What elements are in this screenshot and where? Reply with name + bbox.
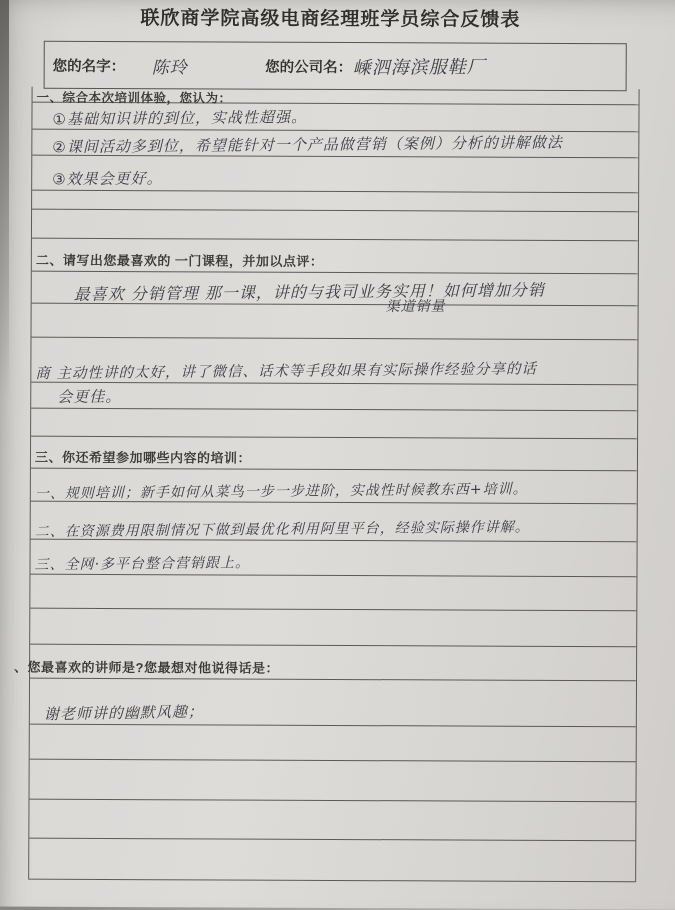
company-value-handwriting: 嵊泗海滨服鞋厂: [352, 56, 486, 79]
company-label: 您的公司名：: [265, 59, 353, 76]
section4-heading: 、您最喜欢的讲师是?您最想对他说得话是：: [14, 659, 280, 676]
section1-heading: 一、综合本次培训体验，您认为：: [36, 90, 232, 106]
section3-answer-row: [31, 469, 637, 505]
section2-answer-row: [32, 298, 638, 341]
form-title: 联欣商学院高级电商经理班学员综合反馈表: [140, 8, 521, 31]
blank-rule-row: [29, 839, 635, 883]
section3-answer-row: [31, 502, 637, 543]
section1-line2-handwriting: ②课间活动多到位，希望能针对一个产品做营销（案例）分析的讲解做法: [52, 133, 563, 156]
blank-rule-row: [29, 760, 635, 803]
section3-line1-handwriting: 一、规则培训；新手如何从菜鸟一步一步进阶，实战性时候教东西+培训。: [34, 481, 528, 503]
name-label: 您的名字：: [52, 58, 126, 75]
section1-answer-row: [32, 130, 638, 159]
section3-line3-handwriting: 三、全网·多平台整合营销跟上。: [34, 555, 251, 574]
section3-heading-row: [31, 437, 637, 472]
blank-rule-row: [30, 725, 636, 763]
info-box: [44, 41, 627, 92]
blank-rule-row: [29, 800, 635, 842]
section2-heading: 二、请写出您最喜欢的 一门课程，并加以点评：: [35, 252, 324, 269]
section2-line2-handwriting: 商 主动性讲的太好，讲了微信、话术等手段如果有实际操作经验分享的话: [35, 361, 538, 383]
section4-line1-handwriting: 谢老师讲的幽默风趣；: [43, 702, 205, 724]
section1-line1-handwriting: ①基础知识讲的到位，实战性超强。: [52, 107, 307, 129]
section4-answer-row: [30, 679, 636, 728]
section2-line1-handwriting: 最喜欢 分销管理 那一课，讲的与我司业务实用！如何增加分销: [73, 279, 545, 304]
section2-inserted-note-handwriting: 渠道销量: [385, 298, 446, 316]
section2-answer-row: [31, 383, 637, 412]
section1-answer-row: [32, 103, 638, 133]
section3-answer-row: [30, 540, 636, 578]
section2-heading-row: [32, 239, 638, 275]
section2-line3-handwriting: 会更佳。: [57, 387, 122, 406]
blank-rule-row: [32, 191, 638, 213]
section4-heading-row: [14, 645, 636, 682]
name-value-handwriting: 陈玲: [151, 57, 188, 78]
blank-rule-row: [30, 609, 636, 648]
blank-rule-row: [30, 575, 636, 612]
section2-answer-row: [31, 338, 637, 386]
section1-answer-row: [32, 156, 638, 194]
feedback-form-table: [14, 87, 639, 883]
blank-rule-row: [32, 210, 638, 242]
paper-edge-shadow: [0, 0, 9, 400]
section3-heading: 三、你还希望参加哪些内容的培训：: [34, 449, 252, 466]
blank-rule-row: [31, 409, 637, 440]
section3-line2-handwriting: 二、在资源费用限制情况下做到最优化利用阿里平台，经验实际操作讲解。: [34, 519, 530, 541]
section1-line3-handwriting: ③效果会更好。: [52, 169, 163, 189]
